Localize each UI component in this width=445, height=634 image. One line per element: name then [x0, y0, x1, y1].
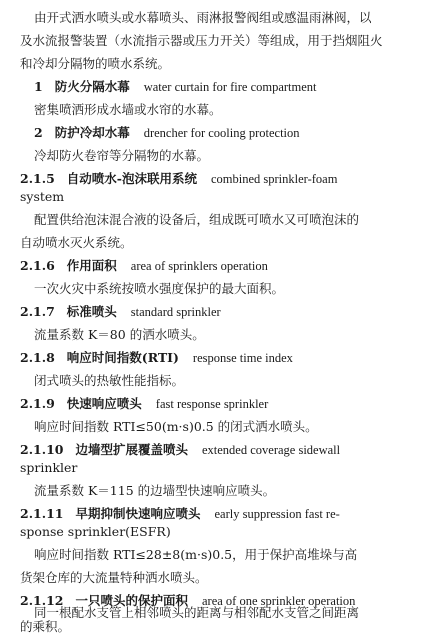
term-desc: 的乘积。: [20, 620, 71, 634]
term-number: 2.1.6: [20, 258, 55, 273]
term-heading: [0, 303, 445, 321]
term-title-en: extended coverage sidewall: [201, 443, 341, 457]
term-heading: [0, 441, 445, 459]
term-heading: [0, 395, 445, 413]
term-desc: 响应时间指数 RTI≤28±8(m·s)0.5，用于保护高堆垛与高: [34, 547, 358, 562]
item-title-cn: 防火分隔水幕: [54, 79, 130, 94]
term-desc: 流量系数 K＝115 的边墙型快速响应喷头。: [34, 483, 276, 498]
term-desc: 响应时间指数 RTI≤50(m·s)0.5 的闭式洒水喷头。: [34, 419, 318, 434]
item-title-cn: 防护冷却水幕: [54, 125, 130, 140]
term-number: 2.1.7: [20, 304, 55, 319]
item-number: 1: [34, 79, 43, 94]
term-title-cn: 一只喷头的保护面积: [75, 593, 188, 608]
term-title-cn: 早期抑制快速响应喷头: [75, 506, 201, 521]
term-heading: [0, 257, 445, 275]
term-title-en: combined sprinkler-foam: [210, 172, 338, 186]
term-title-cn: 边墙型扩展覆盖喷头: [75, 442, 188, 457]
term-title-en: area of one sprinkler operation: [201, 594, 356, 608]
term-number: 2.1.8: [20, 350, 55, 365]
item-desc: 冷却防火卷帘等分隔物的水幕。: [34, 148, 210, 163]
item-heading: [0, 124, 445, 142]
term-desc: 流量系数 K＝80 的洒水喷头。: [34, 327, 205, 342]
term-heading: [0, 349, 445, 367]
term-desc: 闭式喷头的热敏性能指标。: [34, 373, 185, 388]
term-title-en: fast response sprinkler: [155, 397, 269, 411]
term-desc: 货架仓库的大流量特种洒水喷头。: [20, 570, 208, 585]
term-number: 2.1.10: [20, 442, 64, 457]
term-title-cn: 快速响应喷头: [66, 396, 142, 411]
term-title-cn: 响应时间指数(RTI): [66, 350, 179, 365]
item-number: 2: [34, 125, 43, 140]
term-desc: 一次火灾中系统按喷水强度保护的最大面积。: [34, 281, 285, 296]
term-title-en: early suppression fast re-: [214, 507, 340, 521]
term-number: 2.1.9: [20, 396, 55, 411]
term-heading: [0, 170, 445, 188]
intro-line: 和冷却分隔物的喷水系统。: [20, 56, 171, 71]
term-title-en-cont: sprinkler: [20, 460, 78, 475]
term-number: 2.1.5: [20, 171, 55, 186]
term-title-cn: 自动喷水-泡沫联用系统: [66, 171, 197, 186]
term-title-cn: 作用面积: [66, 258, 117, 273]
term-desc: 自动喷水灭火系统。: [20, 235, 133, 250]
term-number: 2.1.12: [20, 593, 64, 608]
term-title-en: area of sprinklers operation: [130, 259, 268, 273]
item-title-en: drencher for cooling protection: [143, 126, 300, 140]
item-heading: [0, 78, 445, 96]
intro-line: 由开式洒水喷头或水幕喷头、雨淋报警阀组或感温雨淋阀，以: [34, 10, 372, 25]
item-title-en: water curtain for fire compartment: [143, 80, 317, 94]
item-desc: 密集喷洒形成水墙或水帘的水幕。: [34, 102, 222, 117]
term-heading: [0, 505, 445, 523]
term-title-cn: 标准喷头: [66, 304, 117, 319]
term-title-en: standard sprinkler: [130, 305, 221, 319]
term-desc: 同一根配水支管上相邻喷头的距离与相邻配水支管之间距离: [34, 606, 360, 620]
intro-line: 及水流报警装置（水流指示器或压力开关）等组成，用于挡烟阻火: [20, 33, 383, 48]
term-number: 2.1.11: [20, 506, 64, 521]
term-title-en-cont: system: [20, 189, 65, 204]
term-title-en-cont: sponse sprinkler(ESFR): [20, 524, 171, 539]
term-title-en: response time index: [192, 351, 293, 365]
term-desc: 配置供给泡沫混合液的设备后，组成既可喷水又可喷泡沫的: [34, 212, 360, 227]
